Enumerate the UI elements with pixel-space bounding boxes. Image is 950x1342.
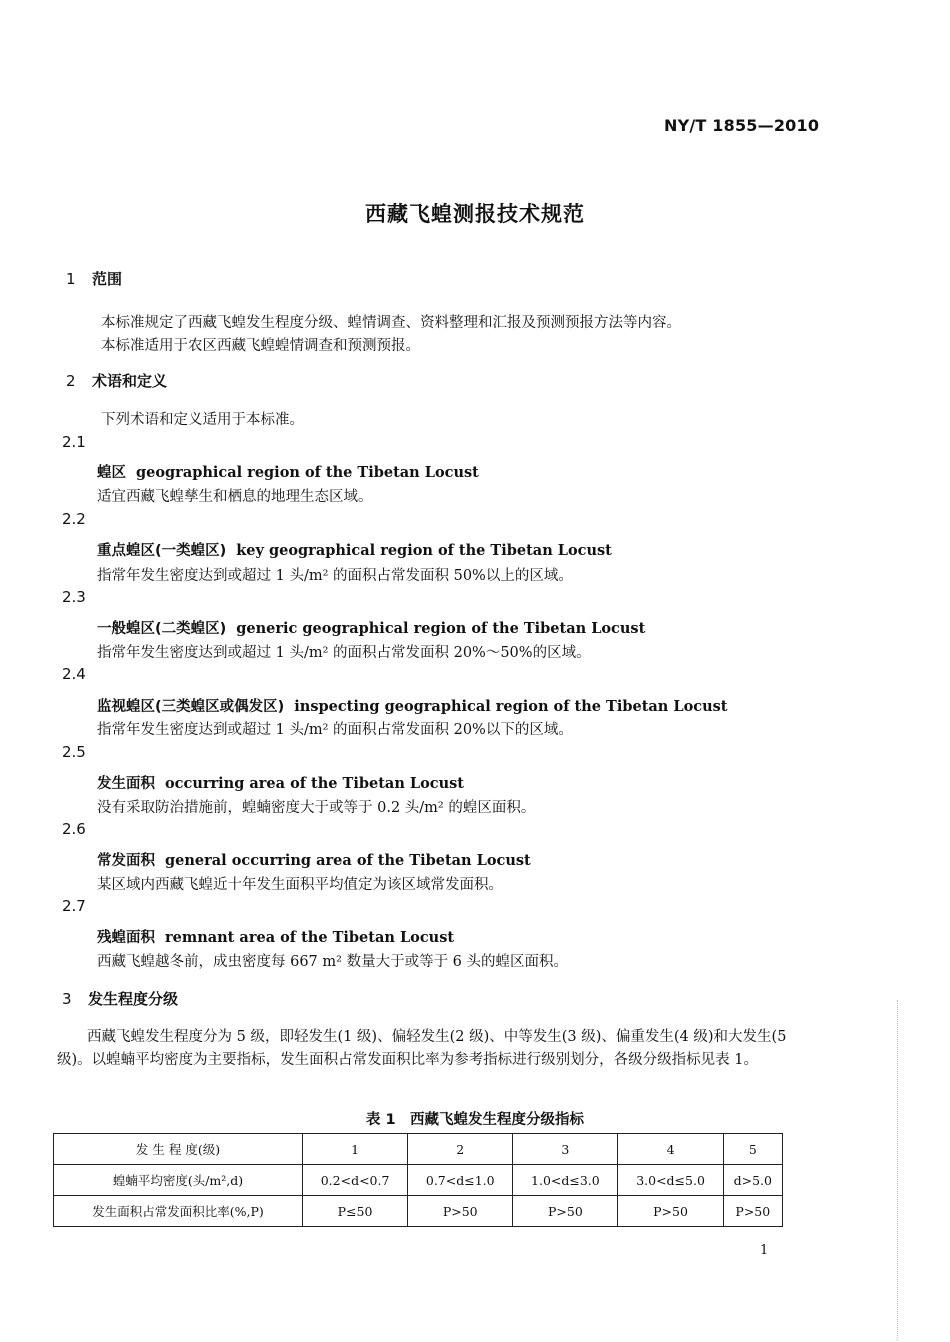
table-cell: 3.0<d≤5.0 (618, 1165, 723, 1196)
term-definition: 指常年发生密度达到或超过 1 头/m² 的面积占常发面积 20%～50%的区域。 (97, 645, 591, 661)
section-1-paragraph-2: 本标准适用于农区西藏飞蝗蝗情调查和预测预报。 (101, 338, 420, 354)
term-english: key geographical region of the Tibetan Locust (236, 542, 612, 559)
section-2-heading (66, 370, 167, 391)
term-chinese: 蝗区 (97, 465, 126, 481)
term-english: inspecting geographical region of the Tibetan Locust (294, 698, 728, 715)
term-chinese: 常发面积 (97, 853, 155, 869)
page-number: 1 (760, 1243, 769, 1258)
table-header-row (54, 1134, 783, 1165)
level-header: 5 (723, 1134, 782, 1165)
term-english: remnant area of the Tibetan Locust (165, 929, 455, 946)
term-definition: 西藏飞蝗越冬前，成虫密度每 667 m² 数量大于或等于 6 头的蝗区面积。 (97, 954, 569, 970)
row-label: 蝗蝻平均密度(头/m²,d) (54, 1165, 303, 1196)
table-cell: P>50 (513, 1196, 618, 1227)
term-heading (97, 461, 479, 482)
term-heading (97, 926, 454, 947)
term-number: 2.4 (62, 665, 86, 683)
table-cell: d>5.0 (723, 1165, 782, 1196)
table-header-label: 发 生 程 度(级) (54, 1134, 303, 1165)
term-number: 2.2 (62, 510, 86, 528)
table-cell: 1.0<d≤3.0 (513, 1165, 618, 1196)
document-title: 西藏飞蝗测报技术规范 (365, 202, 585, 226)
table-cell: 0.7<d≤1.0 (408, 1165, 513, 1196)
section-title: 范围 (92, 270, 123, 288)
section-title: 术语和定义 (92, 372, 168, 390)
section-3-heading (62, 988, 178, 1009)
section-1-heading (66, 268, 122, 289)
section-number: 1 (66, 270, 76, 288)
term-heading (97, 695, 727, 716)
section-1-paragraph-1: 本标准规定了西藏飞蝗发生程度分级、蝗情调查、资料整理和汇报及预测预报方法等内容。 (101, 315, 681, 331)
term-number: 2.3 (62, 588, 86, 606)
section-title: 发生程度分级 (88, 990, 179, 1008)
term-definition: 适宜西藏飞蝗孳生和栖息的地理生态区域。 (97, 489, 373, 505)
table-row (54, 1165, 783, 1196)
section-number: 3 (62, 990, 72, 1008)
row-label: 发生面积占常发面积比率(%,P) (54, 1196, 303, 1227)
term-chinese: 监视蝗区(三类蝗区或偶发区) (97, 699, 285, 715)
level-header: 2 (408, 1134, 513, 1165)
table-row (54, 1196, 783, 1227)
term-chinese: 残蝗面积 (97, 930, 155, 946)
term-english: general occurring area of the Tibetan Locust (165, 852, 531, 869)
section-2-intro: 下列术语和定义适用于本标准。 (101, 412, 304, 428)
term-definition: 指常年发生密度达到或超过 1 头/m² 的面积占常发面积 50%以上的区域。 (97, 568, 573, 584)
term-number: 2.5 (62, 743, 86, 761)
term-heading (97, 772, 464, 793)
table-cell: P>50 (408, 1196, 513, 1227)
table-cell: P≤50 (303, 1196, 408, 1227)
standard-code: NY/T 1855—2010 (664, 116, 820, 135)
term-chinese: 一般蝗区(二类蝗区) (97, 621, 227, 637)
section-3-paragraph: 西藏飞蝗发生程度分为 5 级，即轻发生(1 级)、偏轻发生(2 级)、中等发生(3 级)、偏重发生(4 级)和大发生(5 级)。以蝗蝻平均密度为主要指标，发生面积占常发面积比率为参考指标进行级别划分，各级分级指标见表 1。 (57, 1029, 787, 1068)
table-caption: 表 1 西藏飞蝗发生程度分级指标 (365, 1112, 585, 1128)
scan-edge-line (897, 1000, 899, 1340)
term-english: occurring area of the Tibetan Locust (165, 775, 465, 792)
term-heading (97, 849, 531, 870)
term-heading (97, 617, 645, 638)
term-chinese: 发生面积 (97, 776, 155, 792)
table-cell: P>50 (723, 1196, 782, 1227)
term-heading (97, 539, 612, 560)
level-header: 1 (303, 1134, 408, 1165)
term-number: 2.1 (62, 433, 86, 451)
term-chinese: 重点蝗区(一类蝗区) (97, 543, 227, 559)
term-definition: 某区域内西藏飞蝗近十年发生面积平均值定为该区域常发面积。 (97, 877, 503, 893)
section-number: 2 (66, 372, 76, 390)
level-header: 4 (618, 1134, 723, 1165)
table-cell: 0.2<d<0.7 (303, 1165, 408, 1196)
term-english: generic geographical region of the Tibetan Locust (236, 620, 646, 637)
term-number: 2.6 (62, 820, 86, 838)
term-number: 2.7 (62, 897, 86, 915)
term-definition: 没有采取防治措施前，蝗蝻密度大于或等于 0.2 头/m² 的蝗区面积。 (97, 800, 536, 816)
grading-table (53, 1133, 783, 1227)
level-header: 3 (513, 1134, 618, 1165)
term-english: geographical region of the Tibetan Locust (136, 464, 479, 481)
term-definition: 指常年发生密度达到或超过 1 头/m² 的面积占常发面积 20%以下的区域。 (97, 722, 573, 738)
table-cell: P>50 (618, 1196, 723, 1227)
